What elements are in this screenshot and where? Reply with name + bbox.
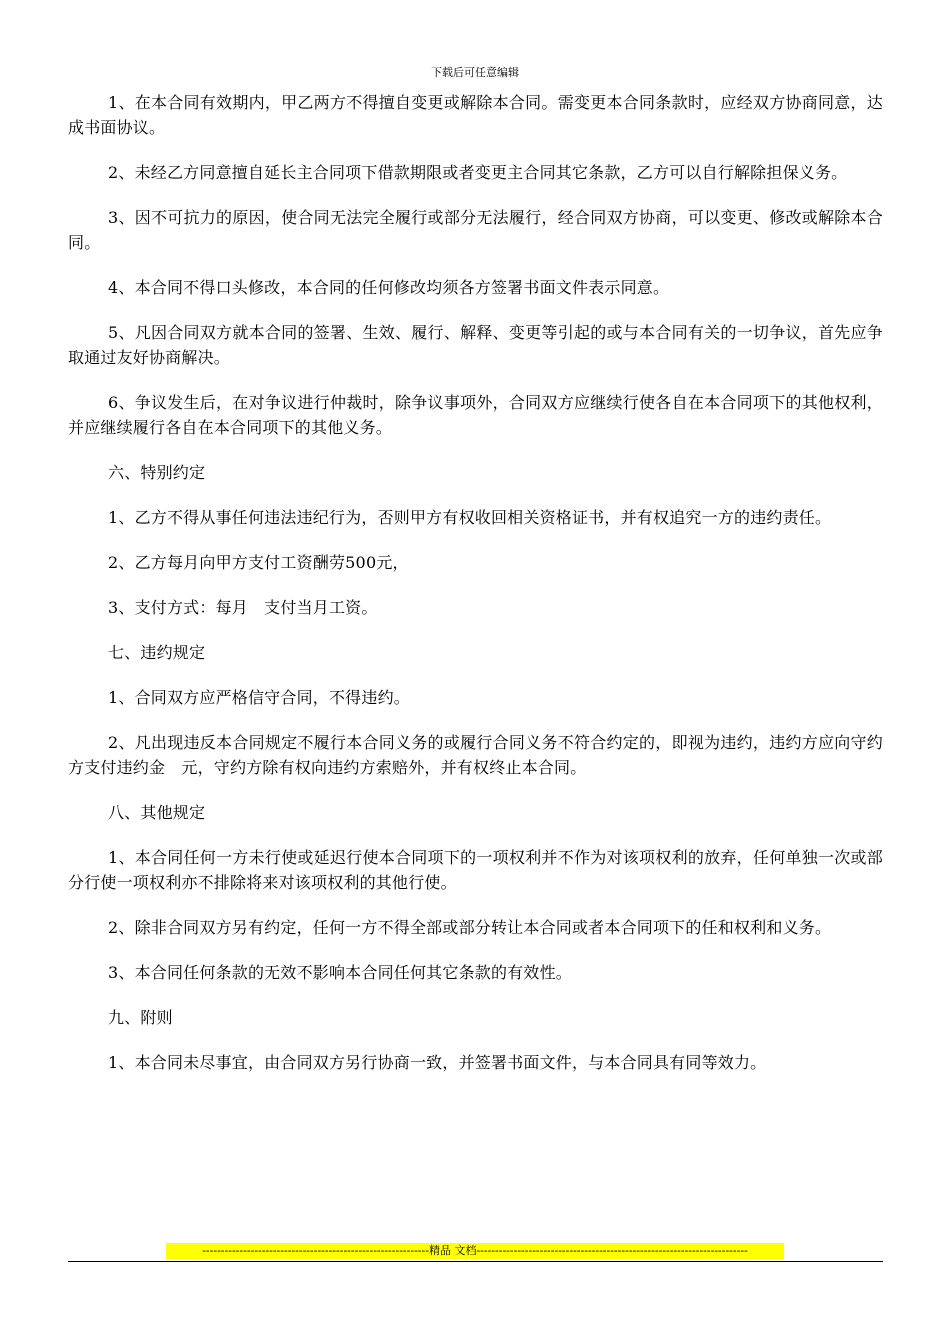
section-heading: 九、附则 [108, 1008, 173, 1027]
footer-banner: -------------------------------------------------------------精品 文档------------------------------------------------------------------------- [166, 1243, 784, 1259]
clause-paragraph: 6、争议发生后，在对争议进行仲裁时，除争议事项外，合同双方应继续行使各自在本合同项下的其他权利，并应继续履行各自在本合同项下的其他义务。 [68, 393, 883, 437]
clause-paragraph: 2、未经乙方同意擅自延长主合同项下借款期限或者变更主合同其它条款，乙方可以自行解除担保义务。 [108, 163, 848, 182]
clause-paragraph: 2、凡出现违反本合同规定不履行本合同义务的或履行合同义务不符合约定的，即视为违约，违约方应向守约方支付违约金 元，守约方除有权向违约方索赔外，并有权终止本合同。 [68, 733, 883, 777]
clause-paragraph: 1、本合同未尽事宜，由合同双方另行协商一致，并签署书面文件，与本合同具有同等效力。 [108, 1053, 767, 1072]
clause-paragraph: 2、乙方每月向甲方支付工资酬劳500元， [108, 553, 409, 572]
section-heading: 七、违约规定 [108, 643, 206, 662]
clause-paragraph: 1、合同双方应严格信守合同，不得违约。 [108, 688, 410, 707]
clause-paragraph: 2、除非合同双方另有约定，任何一方不得全部或部分转让本合同或者本合同项下的任和权利和义务。 [108, 918, 832, 937]
clause-paragraph: 1、本合同任何一方未行使或延迟行使本合同项下的一项权利并不作为对该项权利的放弃，任何单独一次或部分行使一项权利亦不排除将来对该项权利的其他行使。 [68, 848, 883, 892]
section-heading: 八、其他规定 [108, 803, 206, 822]
footer-divider [68, 1261, 883, 1262]
clause-paragraph: 3、支付方式：每月 支付当月工资。 [108, 598, 378, 617]
clause-paragraph: 3、本合同任何条款的无效不影响本合同任何其它条款的有效性。 [108, 963, 572, 982]
document-body [68, 90, 883, 1095]
clause-paragraph: 1、乙方不得从事任何违法违纪行为，否则甲方有权收回相关资格证书，并有权追究一方的违约责任。 [108, 508, 832, 527]
header-note: 下载后可任意编辑 [431, 66, 519, 79]
clause-paragraph: 3、因不可抗力的原因，使合同无法完全履行或部分无法履行，经合同双方协商，可以变更、修改或解除本合同。 [68, 208, 883, 252]
clause-paragraph: 1、在本合同有效期内，甲乙两方不得擅自变更或解除本合同。需变更本合同条款时，应经双方协商同意，达成书面协议。 [68, 93, 883, 137]
clause-paragraph: 5、凡因合同双方就本合同的签署、生效、履行、解释、变更等引起的或与本合同有关的一切争议，首先应争取通过友好协商解决。 [68, 323, 883, 367]
section-heading: 六、特别约定 [108, 463, 206, 482]
clause-paragraph: 4、本合同不得口头修改，本合同的任何修改均须各方签署书面文件表示同意。 [108, 278, 670, 297]
